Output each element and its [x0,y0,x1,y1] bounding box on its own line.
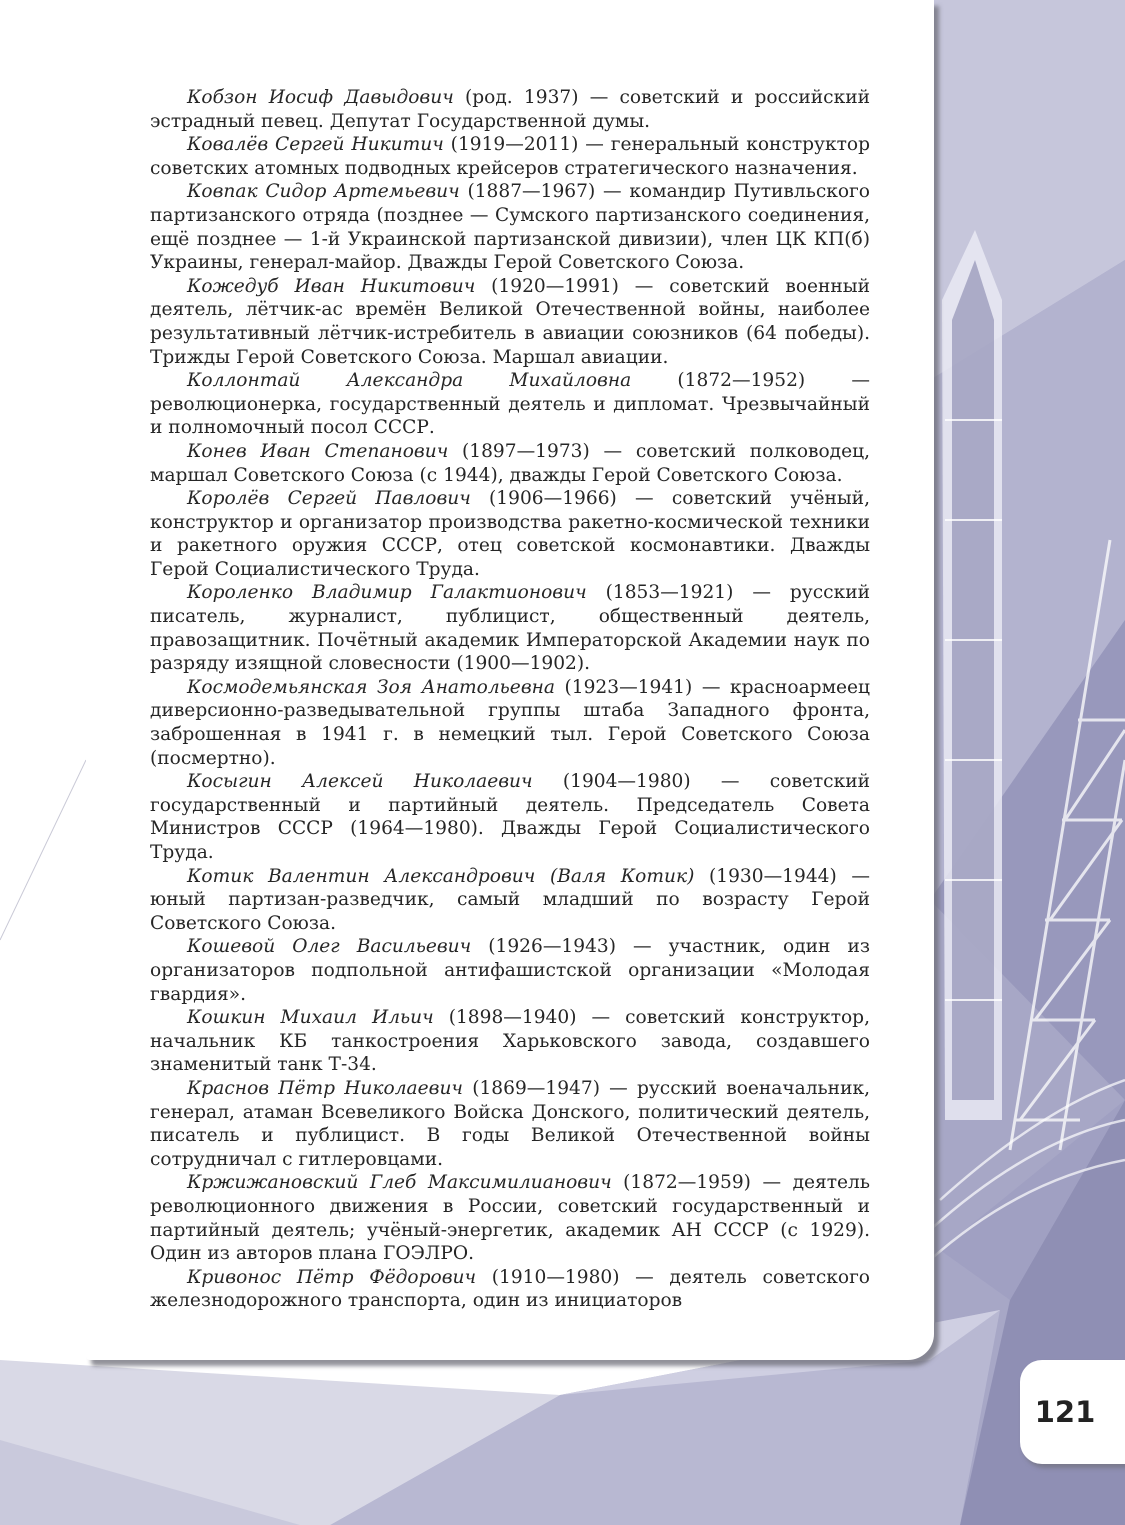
entry-text: (1872—1959) — деятель революционного движения в России, советский государственный и партийный деятель; учёный-энергетик, академик АН СССР (с 1929). Один из авторов плана ГОЭЛРО. [150,1172,870,1265]
page-number-tab [1020,1360,1125,1464]
entry-name: Коллонтай Александра Михайловна [187,370,632,392]
entry-name: Косыгин Алексей Николаевич [187,771,533,793]
entry-text: (1919—2011) — генеральный конструктор советских атомных подводных крейсеров стратегического назначения. [150,134,870,179]
entry-krasnov [150,1077,870,1171]
entry-name: Кобзон Иосиф Давыдович [187,87,454,108]
entry-text: (1869—1947) — русский военачальник, генерал, атаман Всевеликого Войска Донского, политический деятель, писатель и публицист. В годы Великой Отечественной войны сотрудничал с гитлеровцами. [150,1077,870,1170]
entry-text: (1906—1966) — советский учёный, конструктор и организатор производства ракетно-космической техники и ракетного оружия СССР, отец советской космонавтики. Дважды Герой Социалистического Труда. [150,488,870,580]
entry-text: (1853—1921) — русский писатель, журналист, публицист, общественный деятель, правозащитник. Почётный академик Императорской Академии наук по разряду изящной словесности (1900—1902). [150,582,870,675]
entry-koshkin [150,1006,870,1077]
entry-kobzon [150,86,870,133]
entry-korolyov [150,487,870,581]
entry-text: (1872—1952) — революционерка, государственный деятель и дипломат. Чрезвычайный и полномочный посол СССР. [150,370,871,439]
entry-name: Ковалёв Сергей Никитич [187,134,444,156]
entry-name: Краснов Пётр Николаевич [187,1077,463,1099]
entry-name: Космодемьянская Зоя Анатольевна [187,676,555,698]
entry-kosmodemyanskaya [150,676,870,770]
entry-name: Котик Валентин Александрович (Валя Котик) [187,865,695,887]
entry-text: (1904—1980) — советский государственный и партийный деятель. Председатель Совета Министров СССР (1964—1980). Дважды Герой Социалистического Труда. [150,771,870,863]
entry-text: (1926—1943) — участник, один из организаторов подпольной антифашистской организации «Молодая гвардия». [150,936,871,1005]
entry-name: Конев Иван Степанович [187,440,449,462]
text-page [86,0,934,1360]
entry-text: (1887—1967) — командир Путивльского партизанского отряда (позднее — Сумского партизанского соединения, ещё позднее — 1-й Украинской партизанской дивизии), член ЦК КП(б) Украины, генерал-майор. Дважды Герой Советского Союза. [150,181,870,274]
entry-kovalyov [150,133,870,180]
entry-text: (1898—1940) — советский конструктор, начальник КБ танкостроения Харьковского завода, создавшего знаменитый танк Т-34. [150,1007,870,1076]
entry-koshevoi [150,935,870,1006]
entry-kosygin [150,770,870,864]
entry-text: (1923—1941) — красноармеец диверсионно-разведывательной группы штаба Западного фронта, заброшенная в 1941 г. в немецкий тыл. Герой Советского Союза (посмертно). [150,676,870,769]
biography-list [150,86,870,1313]
entry-name: Короленко Владимир Галактионович [187,582,587,604]
entry-name: Кривонос Пётр Фёдорович [187,1266,477,1288]
entry-text: (1897—1973) — советский полководец, маршал Советского Союза (с 1944), дважды Герой Советского Союза. [150,440,870,486]
entry-text: (1920—1991) — советский военный деятель, лётчик-ас времён Великой Отечественной войны, наиболее результативный лётчик-истребитель в авиации союзников (64 победы). Трижды Герой Советского Союза. Маршал авиации. [150,275,870,368]
entry-kotik [150,865,870,936]
entry-kozhedub [150,275,870,369]
entry-name: Кошкин Михаил Ильич [187,1007,434,1029]
page-number: 121 [1034,1395,1096,1429]
entry-name: Кожедуб Иван Никитович [187,275,476,297]
entry-name: Ковпак Сидор Артемьевич [187,181,460,203]
entry-name: Кржижановский Глеб Максимилианович [187,1172,612,1194]
entry-kollontai [150,369,870,440]
entry-text: (1930—1944) — юный партизан-разведчик, самый младший по возрасту Герой Советского Союза. [150,865,870,934]
entry-name: Королёв Сергей Павлович [187,488,471,510]
entry-text: (род. 1937) — советский и российский эстрадный певец. Депутат Государственной думы. [150,87,871,132]
entry-korolenko [150,581,870,675]
entry-kovpak [150,180,870,274]
entry-krivonos [150,1266,870,1313]
entry-text: (1910—1980) — деятель советского железнодорожного транспорта, один из инициаторов [150,1266,870,1312]
entry-krzhizhanovsky [150,1171,870,1265]
entry-konev [150,440,870,487]
entry-name: Кошевой Олег Васильевич [187,936,472,958]
